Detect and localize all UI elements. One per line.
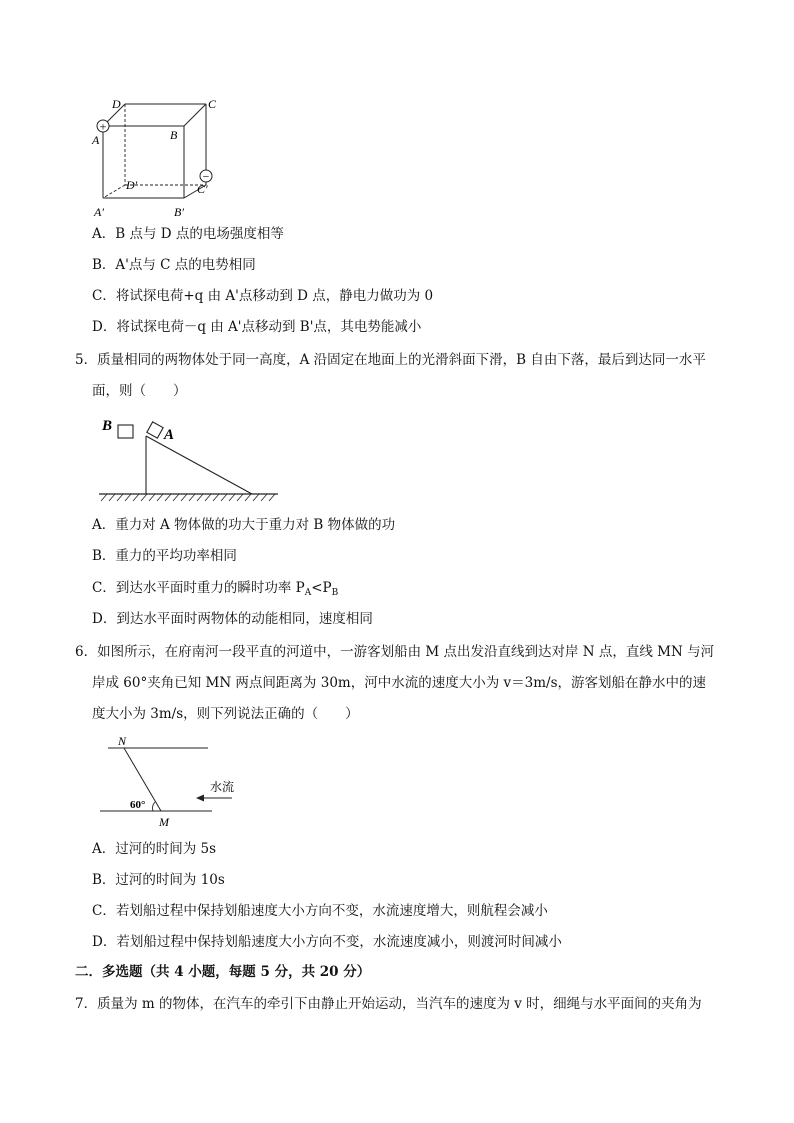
q5-option-a: A．重力对 A 物体做的功大于重力对 B 物体做的功 bbox=[92, 517, 396, 533]
label-d: D bbox=[112, 97, 121, 111]
river-figure bbox=[96, 734, 256, 829]
label-b-prime: B′ bbox=[174, 205, 184, 219]
angle-label: 60° bbox=[130, 799, 146, 811]
q4-option-c: C．将试探电荷+q 由 A'点移动到 D 点，静电力做功为 0 bbox=[92, 288, 434, 304]
q5-option-d: D．到达水平面时两物体的动能相同，速度相同 bbox=[92, 611, 373, 627]
q4-option-d: D．将试探电荷－q 由 A'点移动到 B'点，其电势能减小 bbox=[92, 319, 422, 335]
flow-label: 水流 bbox=[210, 780, 235, 794]
q6-option-b: B．过河的时间为 10s bbox=[92, 872, 225, 888]
q7-stem-line1: 7．质量为 m 的物体，在汽车的牵引下由静止开始运动，当汽车的速度为 v 时，细绳与水平面间的夹角为 bbox=[75, 996, 702, 1012]
block-b bbox=[118, 425, 133, 438]
label-c: C bbox=[208, 97, 217, 111]
incline-figure bbox=[96, 412, 296, 507]
label-n: N bbox=[118, 734, 127, 748]
label-block-b: B bbox=[102, 418, 113, 434]
cube-figure bbox=[88, 92, 228, 222]
q6-stem-line2: 岸成 60°夹角已知 MN 两点间距离为 30m，河中水流的速度大小为 v＝3m/s，游客划船在静水中的速 bbox=[92, 675, 706, 691]
q5-option-b: B．重力的平均功率相同 bbox=[92, 548, 237, 564]
label-a: A bbox=[92, 133, 100, 147]
label-c-prime: C′ bbox=[197, 182, 208, 196]
q4-option-b: B．A'点与 C 点的电势相同 bbox=[92, 257, 256, 273]
block-a bbox=[147, 422, 163, 438]
label-b: B bbox=[170, 128, 178, 142]
negative-charge-sign: − bbox=[202, 169, 210, 184]
label-a-prime: A′ bbox=[94, 205, 104, 219]
q5-option-c: C．到达水平面时重力的瞬时功率 $P_A<P_B$ bbox=[92, 580, 339, 598]
q6-stem-line1: 6．如图所示，在府南河一段平直的河道中，一游客划船由 M 点出发沿直线到达对岸 N 点，直线 MN 与河 bbox=[75, 644, 715, 660]
label-d-prime: D′ bbox=[126, 178, 138, 192]
q6-option-d: D．若划船过程中保持划船速度大小方向不变，水流速度减小，则渡河时间减小 bbox=[92, 934, 562, 950]
q5-stem-line2: 面，则（ ） bbox=[92, 383, 187, 399]
q6-stem-line3: 度大小为 3m/s，则下列说法正确的（ ） bbox=[92, 706, 359, 722]
q6-option-c: C．若划船过程中保持划船速度大小方向不变，水流速度增大，则航程会减小 bbox=[92, 903, 548, 919]
section-2-title: 二．多选题（共 4 小题，每题 5 分，共 20 分） bbox=[75, 964, 371, 980]
q4-option-a: A．B 点与 D 点的电场强度相等 bbox=[92, 226, 284, 242]
label-m: M bbox=[159, 815, 169, 829]
label-block-a: A bbox=[164, 427, 175, 443]
q5-stem-line1: 5．质量相同的两物体处于同一高度，A 沿固定在地面上的光滑斜面下滑，B 自由下落，最后到达同一水平 bbox=[75, 352, 706, 368]
positive-charge-sign: + bbox=[99, 119, 107, 134]
q6-option-a: A．过河的时间为 5s bbox=[92, 841, 217, 857]
